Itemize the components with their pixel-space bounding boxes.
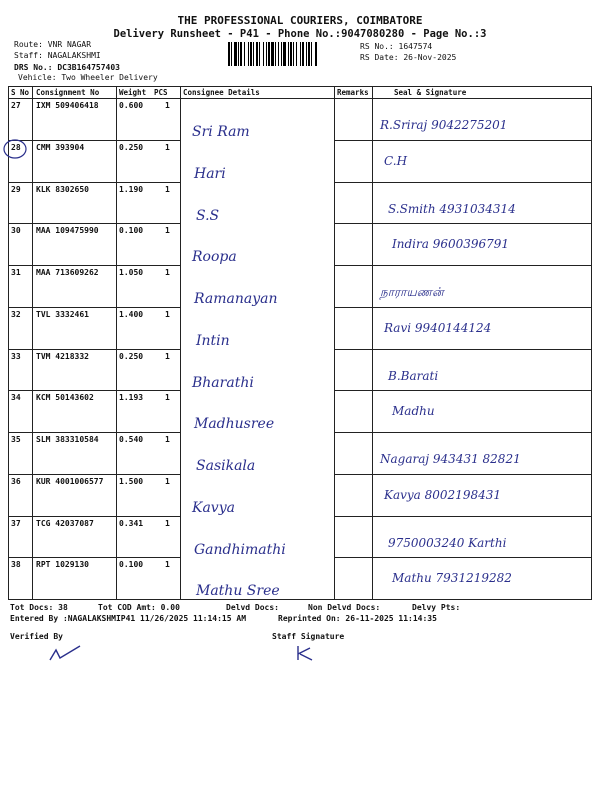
row-weight: 1.500 — [119, 476, 144, 486]
row-sno: 36 — [11, 476, 21, 486]
row-consignment-no: KUR 4001006577 — [36, 476, 104, 486]
company-title: THE PROFESSIONAL COURIERS, COIMBATORE — [177, 14, 423, 27]
row-weight: 0.250 — [119, 351, 144, 361]
row-consignee-handwritten: Sri Ram — [192, 124, 250, 140]
row-sno: 30 — [11, 226, 21, 236]
route-label: Route: VNR NAGAR — [14, 40, 92, 49]
row-seal-signature: Ravi 9940144124 — [384, 320, 492, 335]
row-pcs: 1 — [165, 184, 170, 194]
row-seal-signature: Mathu 7931219282 — [392, 571, 512, 586]
row-pcs: 1 — [165, 393, 170, 403]
staff-signature-mark — [294, 642, 324, 664]
col-sno: S No — [11, 88, 30, 97]
entered-by: Entered By :NAGALAKSHMIP41 11/26/2025 11:14:15 AM — [10, 614, 247, 623]
row-seal-signature: Nagaraj 943431 82821 — [380, 452, 521, 466]
row-pcs: 1 — [165, 309, 170, 319]
row-consignment-no: RPT 1029130 — [36, 560, 89, 570]
row-pcs: 1 — [165, 560, 170, 570]
row-pcs: 1 — [165, 518, 170, 528]
row-pcs: 1 — [165, 142, 170, 152]
row-weight: 1.190 — [119, 184, 144, 194]
row-consignment-no: MAA 109475990 — [36, 226, 99, 236]
row-weight: 1.050 — [119, 268, 144, 277]
col-consignment: Consignment No — [36, 88, 100, 97]
row-consignment-no: TVM 4218332 — [36, 351, 89, 361]
row-seal-signature: Kavya 8002198431 — [384, 487, 501, 502]
row-weight: 0.540 — [119, 435, 144, 444]
rs-date: RS Date: 26-Nov-2025 — [360, 53, 457, 62]
row-seal-signature: Indira 9600396791 — [392, 237, 510, 252]
row-pcs: 1 — [165, 476, 170, 486]
row-sno: 37 — [11, 518, 21, 528]
row-consignment-no: IXM 509406418 — [36, 101, 99, 110]
row-sno: 27 — [11, 101, 21, 110]
col-seal: Seal & Signature — [394, 88, 467, 97]
total-docs: Tot Docs: 38 — [10, 603, 68, 612]
row-consignee-handwritten: Madhusree — [194, 416, 275, 433]
row-sno: 35 — [11, 435, 21, 444]
row-28-circle-mark — [2, 138, 28, 160]
row-consignment-no: KCM 50143602 — [36, 393, 94, 403]
runsheet-subtitle: Delivery Runsheet - P41 - Phone No.:9047080280 - Page No.:3 — [113, 28, 487, 40]
delivered-docs: Delvd Docs: — [226, 603, 279, 612]
row-consignment-no: CMM 393904 — [36, 142, 85, 152]
row-sno: 31 — [11, 268, 21, 277]
row-weight: 1.193 — [119, 393, 144, 403]
row-consignee-handwritten: Ramanayan — [194, 291, 278, 307]
col-pcs: PCS — [154, 88, 168, 97]
row-seal-signature: C.H — [384, 153, 408, 168]
row-seal-signature: S.Smith 4931034314 — [388, 201, 516, 216]
delivery-points: Delvy Pts: — [412, 603, 461, 612]
row-weight: 1.400 — [119, 309, 144, 319]
row-pcs: 1 — [165, 101, 170, 110]
vehicle-label: Vehicle: Two Wheeler Delivery — [18, 73, 158, 82]
row-weight: 0.100 — [119, 226, 144, 236]
col-remarks: Remarks — [337, 88, 369, 97]
row-consignee-handwritten: Gandhimathi — [194, 541, 286, 558]
row-sno: 28 — [11, 142, 21, 152]
row-seal-signature: Madhu — [392, 404, 435, 419]
staff-label: Staff: NAGALAKSHMI — [14, 51, 101, 60]
row-pcs: 1 — [165, 435, 170, 444]
row-consignee-handwritten: Kavya — [192, 499, 235, 516]
row-weight: 0.250 — [119, 142, 144, 152]
row-pcs: 1 — [165, 226, 170, 236]
reprinted-on: Reprinted On: 26-11-2025 11:14:35 — [278, 614, 437, 623]
row-consignee-handwritten: Sasikala — [196, 458, 256, 474]
row-pcs: 1 — [165, 268, 170, 277]
row-consignee-handwritten: Mathu Sree — [196, 583, 280, 600]
row-sno: 38 — [11, 560, 21, 570]
verified-by-label: Verified By — [10, 632, 63, 641]
row-weight: 0.341 — [119, 518, 144, 528]
row-consignee-handwritten: Roopa — [192, 249, 237, 266]
row-sno: 34 — [11, 393, 21, 403]
row-weight: 0.600 — [119, 101, 144, 110]
verifier-signature — [46, 642, 86, 664]
row-pcs: 1 — [165, 351, 170, 361]
row-consignment-no: MAA 713609262 — [36, 268, 99, 277]
row-consignment-no: SLM 383310584 — [36, 435, 99, 444]
row-seal-signature: நாராயணன் — [380, 285, 444, 299]
row-sno: 29 — [11, 184, 21, 194]
row-weight: 0.100 — [119, 560, 144, 570]
row-consignee-handwritten: Bharathi — [192, 374, 254, 391]
row-consignment-no: KLK 8302650 — [36, 184, 89, 194]
col-consignee: Consignee Details — [183, 88, 260, 97]
row-consignment-no: TCG 42037087 — [36, 518, 94, 528]
row-seal-signature: B.Barati — [388, 368, 439, 383]
total-cod: Tot COD Amt: 0.00 — [98, 603, 180, 612]
row-seal-signature: R.Sriraj 9042275201 — [380, 118, 508, 132]
row-seal-signature: 9750003240 Karthi — [388, 535, 507, 550]
row-sno: 32 — [11, 309, 21, 319]
row-consignee-handwritten: Hari — [194, 165, 226, 182]
drs-label: DRS No.: DC3B164757403 — [14, 63, 120, 72]
rs-number: RS No.: 1647574 — [360, 42, 433, 51]
runsheet-table — [8, 86, 592, 600]
col-weight: Weight — [119, 88, 147, 97]
barcode — [228, 42, 356, 66]
row-consignment-no: TVL 3332461 — [36, 309, 89, 319]
row-consignee-handwritten: Intin — [196, 332, 230, 349]
row-sno: 33 — [11, 351, 21, 361]
row-consignee-handwritten: S.S — [196, 207, 220, 224]
non-delivered-docs: Non Delvd Docs: — [308, 603, 381, 612]
staff-signature-label: Staff Signature — [272, 632, 345, 641]
